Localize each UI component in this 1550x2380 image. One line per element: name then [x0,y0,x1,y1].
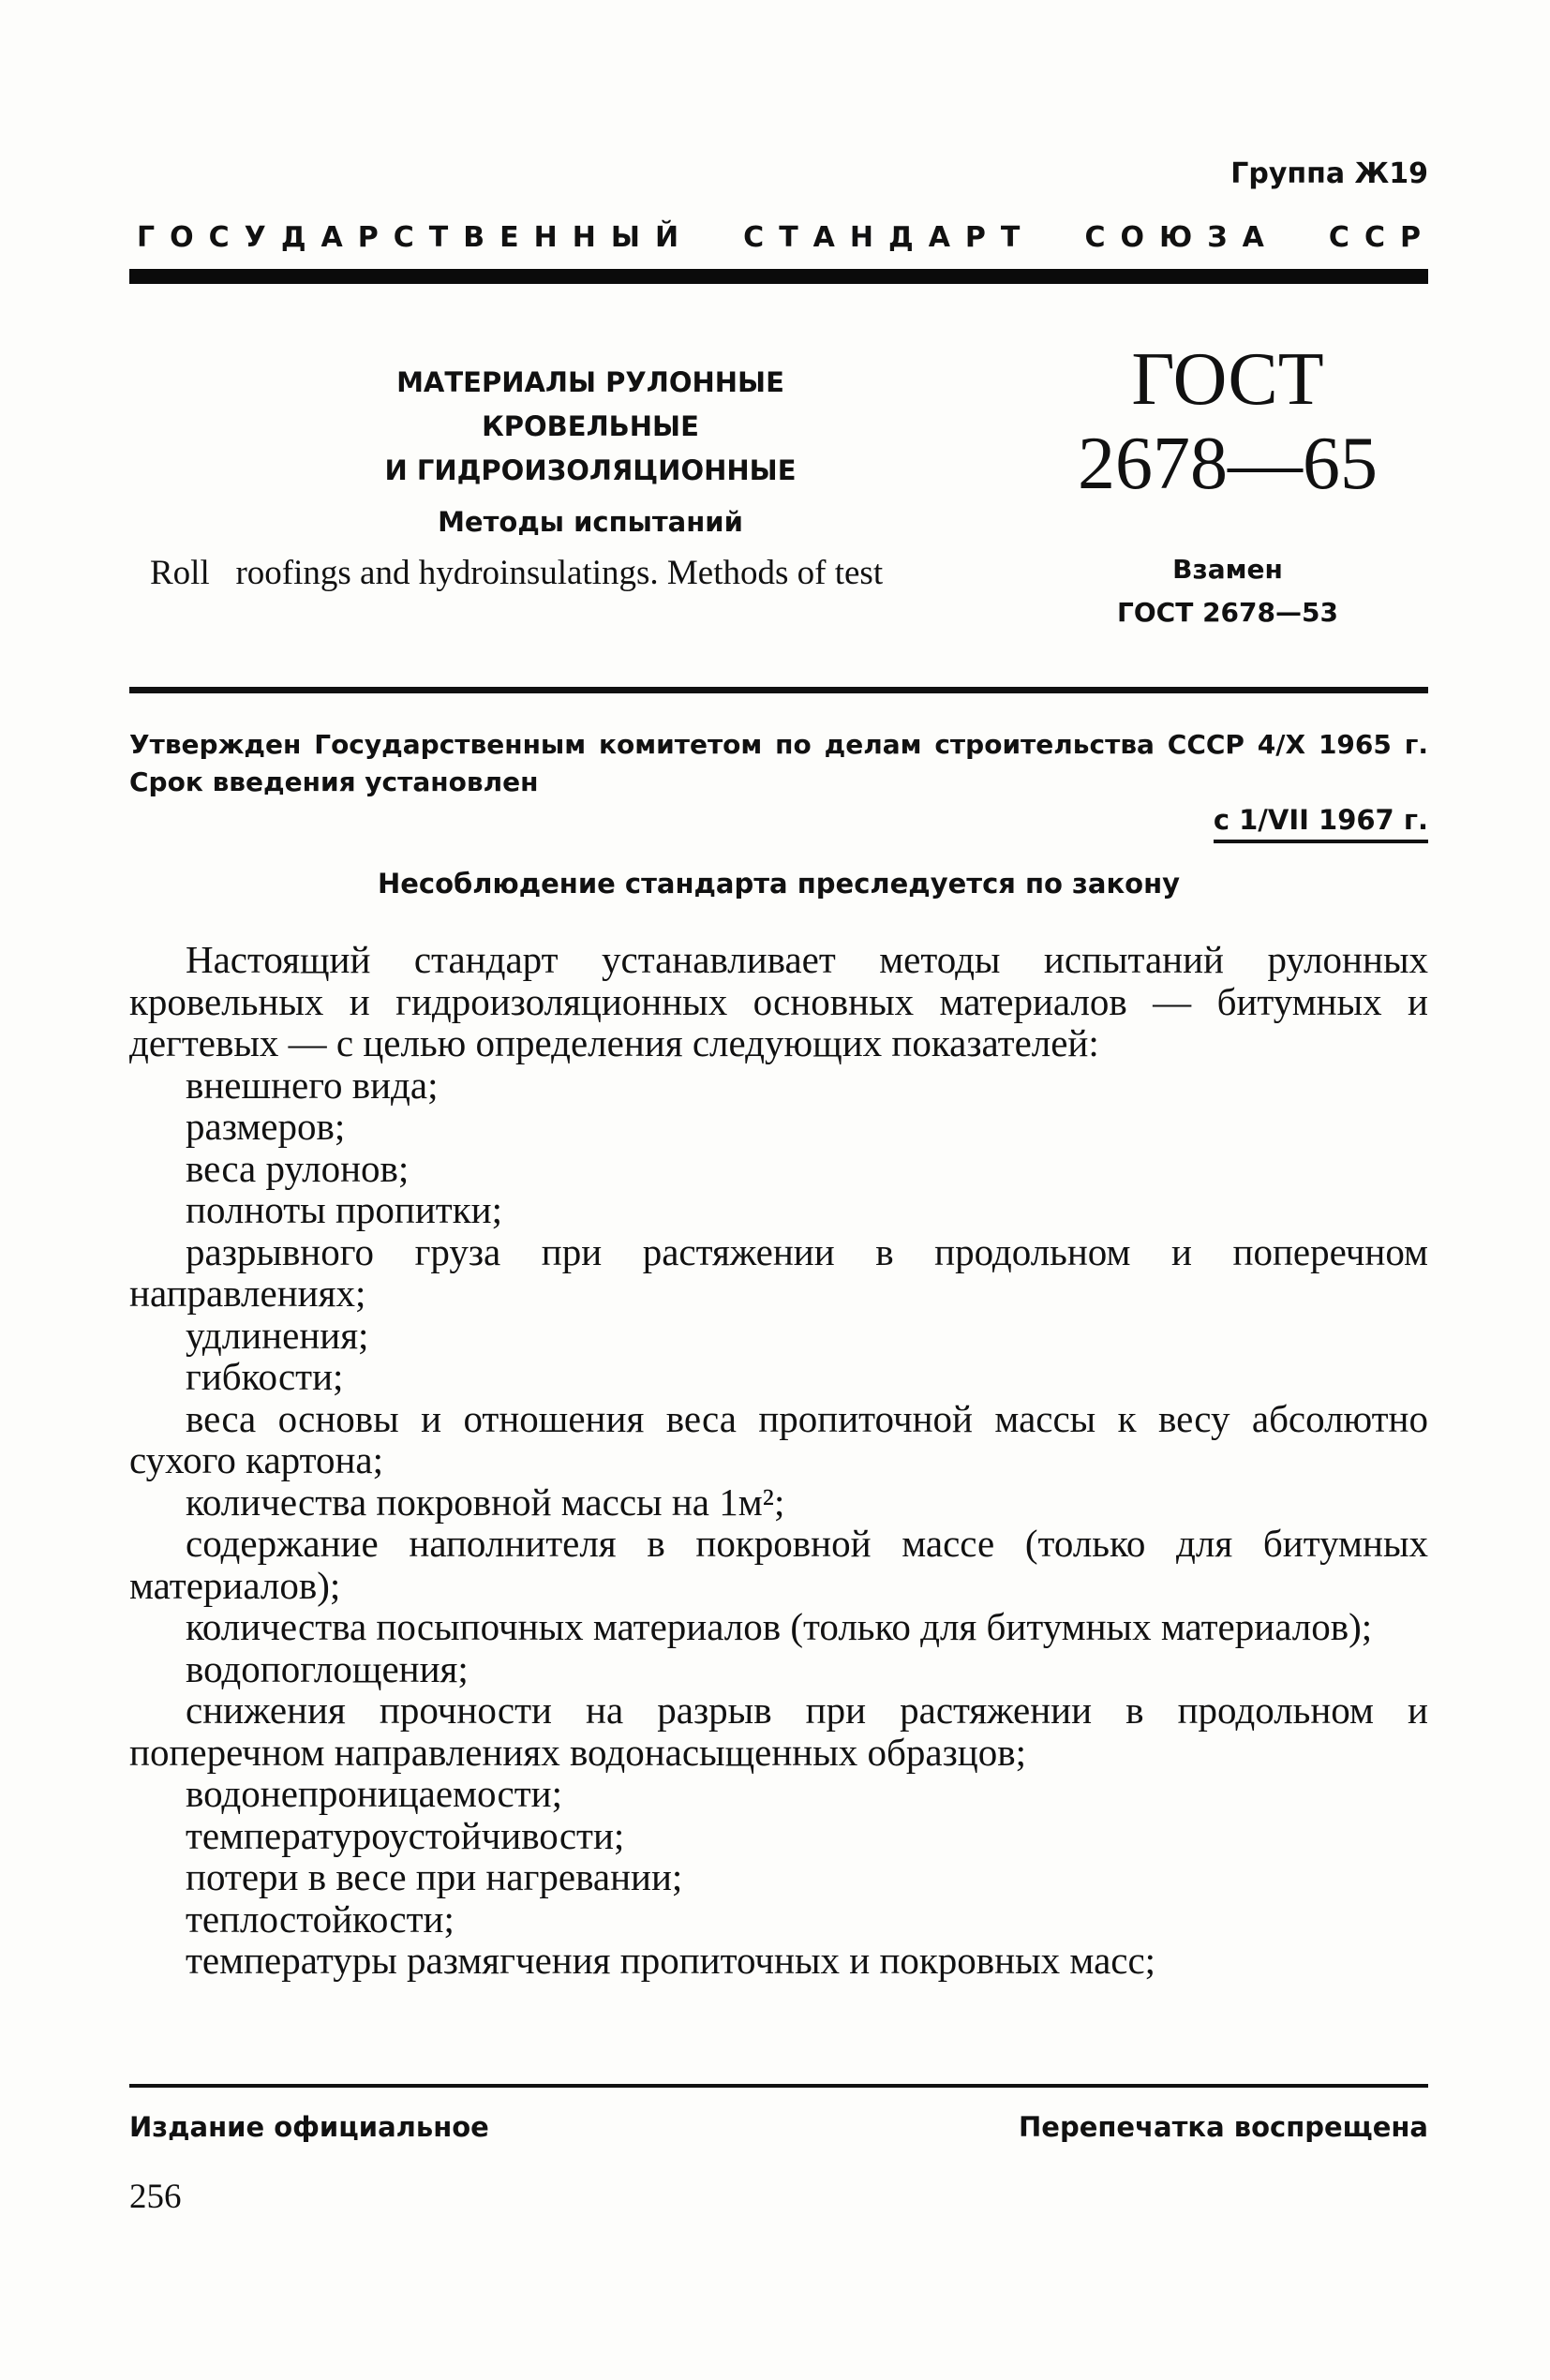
footer-rule [129,2084,1428,2088]
replaces-label: Взамен [1172,554,1283,585]
list-item: снижения прочности на разрыв при растяжении в продольном и поперечном направлениях водонасыщенных образцов; [129,1688,1428,1774]
gost-number: 2678—65 [1078,423,1378,505]
list-item: разрывного груза при растяжении в продольном и поперечном направлениях; [129,1229,1428,1315]
list-item: водопоглощения; [186,1646,469,1690]
replaces-number: ГОСТ 2678—53 [1117,597,1338,628]
state-standard-word: Г О С У Д А Р С Т В Е Н Н Ы Й [137,221,679,254]
state-standard-word: С С Р [1328,221,1421,254]
english-title: Roll roofings and hydroinsulatings. Methods of test [150,554,884,592]
list-item: потери в весе при нагревании; [186,1855,683,1898]
list-item: содержание наполнителя в покровной массе (только для битумных материалов); [129,1522,1428,1607]
approval-text: Утвержден Государственным комитетом по делам строительства СССР 4/X 1965 г. Срок введения установлен [129,729,1428,797]
body-text [129,939,1428,1982]
list-item: внешнего вида; [186,1063,439,1107]
state-standard-word: С Т А Н Д А Р Т [743,221,1021,254]
group-label: Группа Ж19 [1230,157,1428,190]
header-rule [129,269,1428,284]
indicator-list [129,1064,1428,1982]
noncompliance-notice: Несоблюдение стандарта преследуется по закону [377,868,1181,900]
effective-date: с 1/VII 1967 г. [1214,804,1428,843]
list-item: температуры размягчения пропиточных и покровных масс; [186,1939,1156,1982]
list-item: веса рулонов; [186,1146,410,1190]
intro-paragraph: Настоящий стандарт устанавливает методы испытаний рулонных кровельных и гидроизоляционных основных материалов — битумных и дегтевых — с целью определения следующих показателей: [129,938,1428,1064]
document-title [281,361,900,493]
state-standard-heading [129,221,1428,254]
replaces-block [1050,548,1406,634]
page-number: 256 [129,2178,182,2216]
list-item: размеров; [186,1105,346,1148]
subtitle-methods: Методы испытаний [438,506,743,538]
list-item: полноты пропитки; [186,1188,502,1231]
reprint-notice: Перепечатка воспрещена [1019,2111,1428,2143]
list-item: удлинения; [186,1313,369,1357]
list-item: количества покровной массы на 1м²; [186,1480,785,1524]
list-item: температуроустойчивости; [186,1813,625,1857]
edition-label: Издание официальное [129,2111,489,2143]
list-item: количества посыпочных материалов (только для битумных материалов); [186,1605,1373,1648]
state-standard-word: С О Ю З А [1084,221,1264,254]
list-item: теплостойкости; [186,1897,455,1941]
title-line: МАТЕРИАЛЫ РУЛОННЫЕ [396,366,784,398]
title-line: КРОВЕЛЬНЫЕ [482,410,699,442]
list-item: веса основы и отношения веса пропиточной массы к весу абсолютно сухого картона; [129,1396,1428,1481]
section-rule [129,687,1428,693]
list-item: водонепроницаемости; [186,1772,562,1815]
list-item: гибкости; [186,1355,344,1398]
gost-designation [1050,337,1406,506]
title-line: И ГИДРОИЗОЛЯЦИОННЫЕ [384,454,797,486]
gost-label: ГОСТ [1131,338,1324,421]
